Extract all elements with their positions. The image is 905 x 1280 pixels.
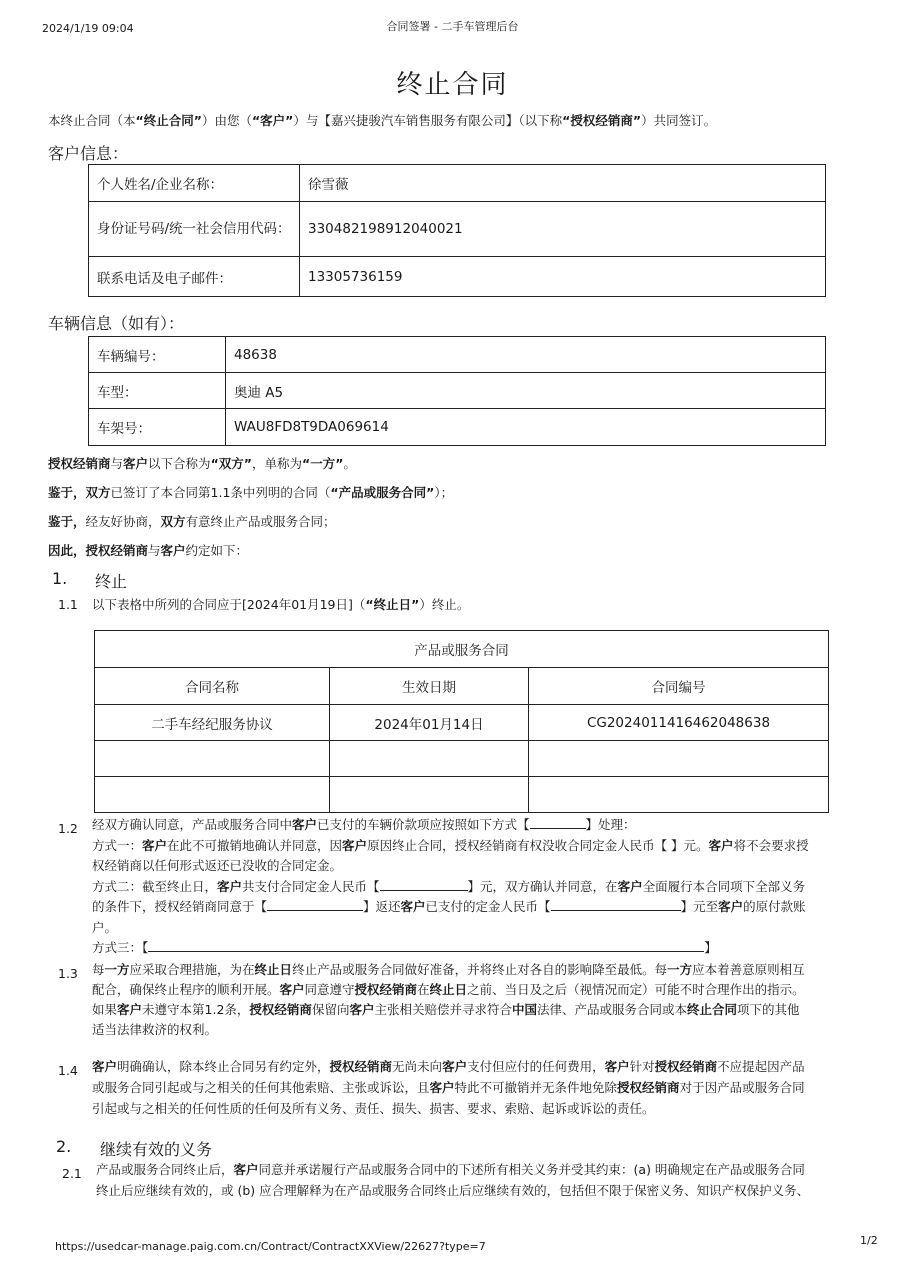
- vehicle-model-value: 奥迪 A5: [226, 373, 826, 409]
- recital-parties: 授权经销商与客户以下合称为“双方”，单称为“一方”。: [48, 456, 356, 471]
- table-row-empty: [95, 777, 829, 813]
- vehicle-info-heading: 车辆信息（如有）：: [48, 314, 185, 333]
- customer-id-value: 330482198912040021: [300, 202, 826, 257]
- clause-2-1-number: 2.1: [62, 1166, 82, 1181]
- section-2-title: 继续有效的义务: [100, 1140, 213, 1159]
- clause-1-1-number: 1.1: [58, 597, 78, 612]
- cell-empty: [95, 777, 330, 813]
- document-title: 终止合同: [396, 70, 509, 100]
- cell-empty: [330, 741, 529, 777]
- cell-contract-name: 二手车经纪服务协议: [95, 705, 330, 741]
- vehicle-number-label: 车辆编号：: [89, 337, 226, 373]
- clause-1-4-number: 1.4: [58, 1063, 78, 1078]
- vehicle-row-model: [89, 373, 826, 409]
- vehicle-vin-value: WAU8FD8T9DA069614: [226, 409, 826, 446]
- customer-name-value: 徐雪薇: [300, 165, 826, 202]
- section-2-number: 2.: [56, 1137, 72, 1156]
- recital-whereas-2: 鉴于，经友好协商，双方有意终止产品或服务合同；: [48, 514, 336, 529]
- vehicle-info-table: [88, 336, 826, 446]
- contract-table-caption-row: [95, 631, 829, 668]
- recital-whereas-1: 鉴于，双方已签订了本合同第1.1条中列明的合同（“产品或服务合同”）；: [48, 485, 454, 500]
- section-1-number: 1.: [52, 569, 68, 588]
- print-datetime: 2024/1/19 09:04: [42, 22, 134, 35]
- section-1-title: 终止: [95, 572, 128, 591]
- vehicle-number-value: 48638: [226, 337, 826, 373]
- clause-1-2-number: 1.2: [58, 821, 78, 836]
- cell-empty: [529, 741, 829, 777]
- print-url: https://usedcar-manage.paig.com.cn/Contract/ContractXXView/22627?type=7: [55, 1240, 486, 1253]
- customer-info-table: [88, 164, 826, 297]
- clause-1-2-text: 经双方确认同意，产品或服务合同中客户已支付的车辆价款项应按照如下方式【 】处理： 方式一：客户在此不可撤销地确认并同意，因客户原因终止合同，授权经销商有权没收合同定金人民币【 】元。客户将不会要求授 权经销商以任何形式返还已没收的合同定金。 方式二：截至终止日，客户共支付合同定金人民币【 】元，双方确认并同意，在客户全面履行本合同项下全部义务 的条件下，授权经销商同意于【 】返还客户已支付的定金人民币【 】元至客户的原付款账 户。 方式三：【 】: [92, 817, 809, 955]
- customer-contact-value: 13305736159: [300, 257, 826, 297]
- contract-table-caption: 产品或服务合同: [95, 631, 829, 668]
- cell-effective-date: 2024年01月14日: [330, 705, 529, 741]
- clause-1-1-text: 以下表格中所列的合同应于[2024年01月19日]（“终止日”）终止。: [92, 597, 470, 612]
- header-contract-name: 合同名称: [95, 668, 330, 705]
- vehicle-row-vin: [89, 409, 826, 446]
- intro-paragraph: 本终止合同（本“终止合同”）由您（“客户”）与【嘉兴捷骏汽车销售服务有限公司】（以下称“授权经销商”）共同签订。: [48, 113, 717, 128]
- vehicle-row-number: [89, 337, 826, 373]
- recital-therefore: 因此，授权经销商与客户约定如下：: [48, 543, 249, 558]
- print-page-title: 合同签署 - 二手车管理后台: [386, 20, 519, 33]
- clause-1-3-number: 1.3: [58, 966, 78, 981]
- table-row: [95, 705, 829, 741]
- vehicle-model-label: 车型：: [89, 373, 226, 409]
- customer-info-heading: 客户信息：: [48, 144, 129, 163]
- contract-table: [94, 630, 829, 813]
- clause-2-1-text: 产品或服务合同终止后，客户同意并承诺履行产品或服务合同中的下述所有相关义务并受其约束：(a) 明确规定在产品或服务合同 终止后应继续有效的，或 (b) 应合理解释为在产品或服务合同终止后应继续有效的，包括但不限于保密义务、知识产权保护义务、: [96, 1162, 810, 1198]
- vehicle-vin-label: 车架号：: [89, 409, 226, 446]
- customer-row-contact: [89, 257, 826, 297]
- header-contract-number: 合同编号: [529, 668, 829, 705]
- clause-1-4-text: 客户明确确认，除本终止合同另有约定外，授权经销商无尚未向客户支付但应付的任何费用，客户针对授权经销商不应提起因产品 或服务合同引起或与之相关的任何其他索赔、主张或诉讼，且客户特此不可撤销并无条件地免除授权经销商对于因产品或服务合同 引起或与之相关的任何性质的任何及所有义务、责任、损失、损害、要求、索赔、起诉或诉讼的责任。: [92, 1059, 805, 1116]
- cell-empty: [95, 741, 330, 777]
- print-page-number: 1/2: [860, 1234, 878, 1247]
- cell-contract-number: CG2024011416462048638: [529, 705, 829, 741]
- customer-row-id: [89, 202, 826, 257]
- header-effective-date: 生效日期: [330, 668, 529, 705]
- cell-empty: [330, 777, 529, 813]
- contract-table-header-row: [95, 668, 829, 705]
- customer-id-label: 身份证号码/统一社会信用代码：: [89, 202, 300, 257]
- cell-empty: [529, 777, 829, 813]
- customer-contact-label: 联系电话及电子邮件：: [89, 257, 300, 297]
- clause-1-3-text: 每一方应采取合理措施，为在终止日终止产品或服务合同做好准备，并将终止对各自的影响降至最低。每一方应本着善意原则相互 配合，确保终止程序的顺利开展。客户同意遵守授权经销商在终止日之前、当日及之后（视情况而定）可能不时合理作出的指示。 如果客户未遵守本第1.2条，授权经销商保留向客户主张相关赔偿并寻求符合中国法律、产品或服务合同或本终止合同项下的其他 适当法律救济的权利。: [92, 962, 805, 1037]
- customer-name-label: 个人姓名/企业名称：: [89, 165, 300, 202]
- table-row-empty: [95, 741, 829, 777]
- customer-row-name: [89, 165, 826, 202]
